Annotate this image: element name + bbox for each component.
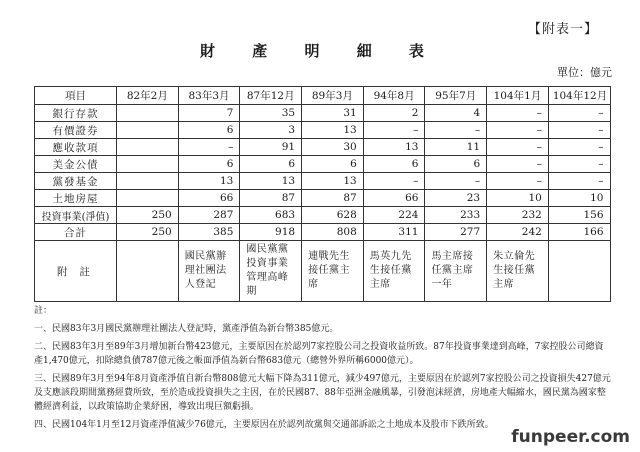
table-cell: 13 <box>240 173 302 190</box>
watermark: funpeer.com <box>507 426 634 448</box>
table-cell: 224 <box>363 207 425 224</box>
table-cell: 10 <box>548 190 610 207</box>
table-cell: 13 <box>178 173 240 190</box>
appendix-label: 【附表一】 <box>527 22 598 37</box>
table-cell: – <box>548 122 610 139</box>
table-cell: 2 <box>363 105 425 122</box>
table-cell: – <box>548 156 610 173</box>
table-cell <box>117 156 179 173</box>
header-period: 104年1月 <box>487 87 549 105</box>
note-cell <box>548 241 610 302</box>
table-cell: – <box>363 122 425 139</box>
table-row <box>35 105 611 122</box>
table-cell: 87 <box>302 190 364 207</box>
table-row <box>35 156 611 173</box>
table-cell: – <box>487 122 549 139</box>
table-cell: 683 <box>240 207 302 224</box>
document-title: 財 產 明 細 表 <box>200 42 440 60</box>
header-period: 95年7月 <box>425 87 487 105</box>
table-cell: 156 <box>548 207 610 224</box>
header-period: 89年3月 <box>302 87 364 105</box>
table-row <box>35 190 611 207</box>
table-cell: 66 <box>363 190 425 207</box>
table-cell: 6 <box>178 122 240 139</box>
notes-row-label: 附註 <box>35 241 117 302</box>
table-cell: 13 <box>302 173 364 190</box>
table-cell: 233 <box>425 207 487 224</box>
header-period: 104年12月 <box>548 87 610 105</box>
table-cell: 250 <box>117 207 179 224</box>
table-cell: 918 <box>240 224 302 241</box>
table-cell: 250 <box>117 224 179 241</box>
table-cell: 87 <box>240 190 302 207</box>
table-cell: 6 <box>240 156 302 173</box>
row-label: 銀行存款 <box>35 105 117 122</box>
note-item: 四、民國104年1月至12月資產淨值減少76億元，主要原因在於認列故黨與交通部訴訟之土地成本及股市下跌所致。 <box>34 420 494 430</box>
table-cell: 628 <box>302 207 364 224</box>
table-cell: 91 <box>240 139 302 156</box>
table-cell: 242 <box>487 224 549 241</box>
table-cell: 6 <box>178 156 240 173</box>
table-cell: 166 <box>548 224 610 241</box>
note-cell: 馬英九先生接任黨主席 <box>363 241 425 302</box>
table-cell: 11 <box>425 139 487 156</box>
table-cell: 277 <box>425 224 487 241</box>
note-cell: 國民黨辦理社團法人登記 <box>178 241 240 302</box>
row-label: 土地房屋 <box>35 190 117 207</box>
table-cell: 66 <box>178 190 240 207</box>
table-cell: – <box>425 122 487 139</box>
table-cell: 35 <box>240 105 302 122</box>
table-cell: 30 <box>302 139 364 156</box>
table-cell: 7 <box>178 105 240 122</box>
note-item: 三、民國89年3月至94年8月資產淨值自新台幣808億元大幅下降為311億元，減少497億元，主要原因在於認列7家控股公司之投資損失427億元及支應該段期間黨務經費所致，至於造成投資損失之主因，在於民國87、88年亞洲金融風暴，引發泡沫經濟，房地產大幅縮水，國民黨為國家整體經濟利益，以政策協助企業紓困，導致出現巨額虧損。 <box>34 374 611 412</box>
table-cell: – <box>548 139 610 156</box>
property-detail-table <box>34 86 611 302</box>
notes-section <box>34 304 612 436</box>
row-label: 投資事業(淨值) <box>35 207 117 224</box>
table-cell: 31 <box>302 105 364 122</box>
table-cell <box>117 105 179 122</box>
table-cell: 23 <box>425 190 487 207</box>
header-period: 83年3月 <box>178 87 240 105</box>
table-cell: – <box>487 105 549 122</box>
header-period: 94年8月 <box>363 87 425 105</box>
header-period: 87年12月 <box>240 87 302 105</box>
table-cell: – <box>548 105 610 122</box>
table-cell <box>117 122 179 139</box>
note-item: 二、民國83年3月至89年3月增加新台幣423億元，主要原因在於認列7家控股公司之投資收益所致。87年投資事業達到高峰，7家控股公司總資產1,470億元，扣除總負債787億元後之帳面淨值為新台幣683億元（總營外界所稱6000億元）。 <box>34 342 604 366</box>
note-cell: 馬主席接任黨主席一年 <box>425 241 487 302</box>
table-cell <box>117 190 179 207</box>
table-cell: – <box>178 139 240 156</box>
table-cell: 6 <box>425 156 487 173</box>
table-cell: 3 <box>240 122 302 139</box>
table-cell <box>117 173 179 190</box>
table-cell: – <box>363 173 425 190</box>
note-cell <box>117 241 179 302</box>
table-cell: 10 <box>487 190 549 207</box>
table-cell: 287 <box>178 207 240 224</box>
table-cell: 311 <box>363 224 425 241</box>
table-cell: – <box>487 173 549 190</box>
table-header-row <box>35 87 611 105</box>
row-label: 合計 <box>35 224 117 241</box>
note-cell: 朱立倫先生接任黨主席 <box>487 241 549 302</box>
table-cell: – <box>425 173 487 190</box>
table-row <box>35 139 611 156</box>
header-period: 82年2月 <box>117 87 179 105</box>
note-cell: 國民黨黨投資事業管理高峰期 <box>240 241 302 302</box>
note-cell: 連戰先生接任黨主席 <box>302 241 364 302</box>
table-cell: 6 <box>302 156 364 173</box>
notes-heading: 註： <box>34 306 53 316</box>
table-cell: – <box>487 139 549 156</box>
table-row <box>35 122 611 139</box>
table-cell: 13 <box>363 139 425 156</box>
row-label: 黨發基金 <box>35 173 117 190</box>
row-label: 應收款項 <box>35 139 117 156</box>
unit-label: 單位：億元 <box>557 66 612 79</box>
table-cell: 385 <box>178 224 240 241</box>
table-cell: 13 <box>302 122 364 139</box>
table-cell: 6 <box>363 156 425 173</box>
table-notes-row <box>35 241 611 302</box>
table-cell: 4 <box>425 105 487 122</box>
table-row <box>35 224 611 241</box>
note-item: 一、民國83年3月國民黨辦理社團法人登記時，黨產淨值為新台幣385億元。 <box>34 324 339 334</box>
row-label: 有價證券 <box>35 122 117 139</box>
row-label: 美金公債 <box>35 156 117 173</box>
table-cell: 232 <box>487 207 549 224</box>
table-cell <box>117 139 179 156</box>
table-row <box>35 173 611 190</box>
table-cell: – <box>487 156 549 173</box>
table-cell: – <box>548 173 610 190</box>
table-row <box>35 207 611 224</box>
header-item: 項目 <box>35 87 117 105</box>
table-cell: 808 <box>302 224 364 241</box>
